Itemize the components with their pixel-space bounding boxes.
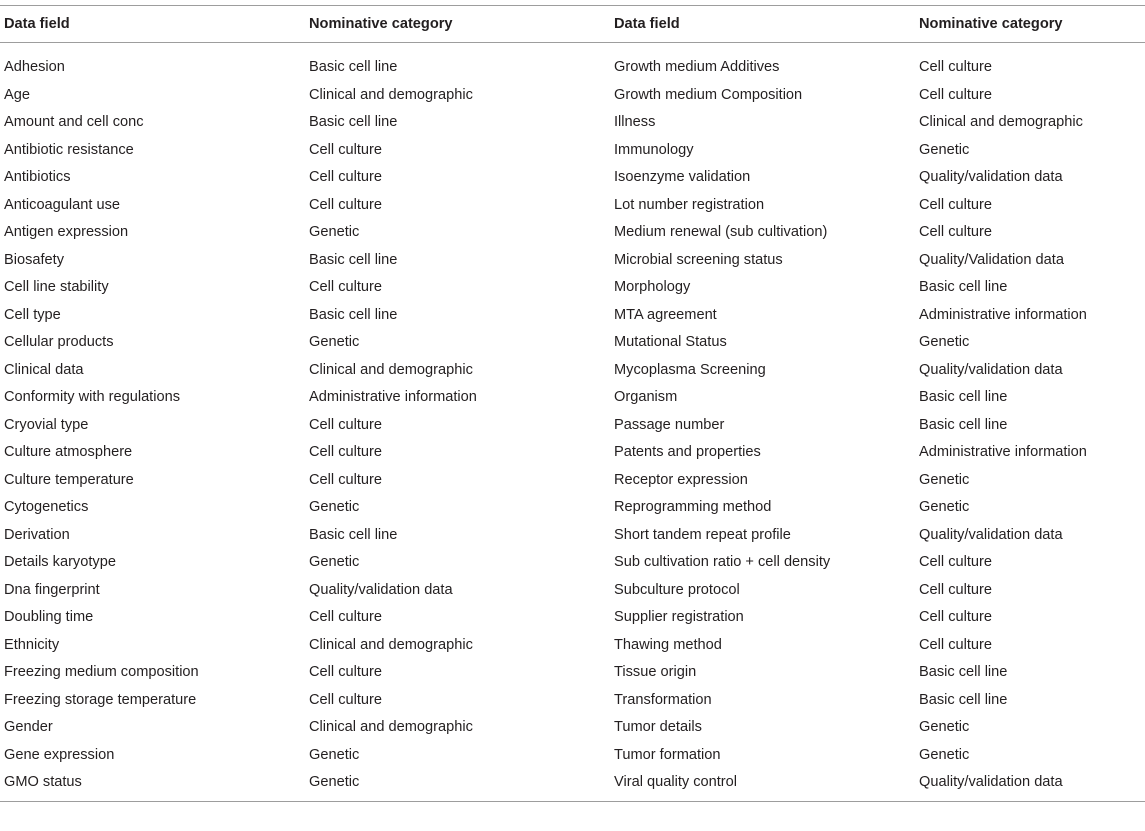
cell-nominative-category: Basic cell line	[309, 59, 398, 75]
cell-data-field: Mutational Status	[614, 334, 727, 350]
cell-data-field: Supplier registration	[614, 609, 744, 625]
cell-data-field: Tumor details	[614, 719, 702, 735]
table-row	[0, 577, 1145, 605]
cell-nominative-category: Cell culture	[919, 224, 992, 240]
cell-data-field: Morphology	[614, 279, 691, 295]
table-row	[0, 439, 1145, 467]
cell-data-field: Dna fingerprint	[4, 581, 100, 598]
cell-nominative-category: Quality/validation data	[919, 361, 1063, 378]
cell-nominative-category: Quality/Validation data	[919, 251, 1064, 268]
cell-nominative-category: Genetic	[919, 499, 970, 515]
cell-data-field: Culture atmosphere	[4, 444, 133, 460]
cell-nominative-category: Quality/validation data	[309, 581, 453, 598]
cell-nominative-category: Genetic	[309, 554, 360, 570]
cell-nominative-category: Genetic	[919, 141, 970, 158]
cell-data-field: Transformation	[614, 691, 712, 708]
table-row	[0, 302, 1145, 330]
table-row	[0, 769, 1145, 801]
cell-nominative-category: Basic cell line	[919, 389, 1008, 405]
cell-nominative-category: Genetic	[919, 471, 970, 488]
cell-data-field: Cell type	[4, 306, 61, 323]
header-data-field-1: Data field	[4, 16, 70, 32]
table-row	[0, 109, 1145, 137]
cell-data-field: Microbial screening status	[614, 251, 783, 268]
header-data-field-2: Data field	[614, 16, 680, 32]
cell-data-field: MTA agreement	[614, 306, 717, 323]
cell-data-field: Gender	[4, 719, 53, 735]
cell-nominative-category: Basic cell line	[919, 416, 1008, 433]
cell-data-field: Organism	[614, 389, 678, 405]
cell-data-field: Illness	[614, 114, 656, 130]
table-row	[0, 329, 1145, 357]
cell-data-field: Isoenzyme validation	[614, 169, 751, 185]
cell-data-field: Clinical data	[4, 361, 84, 378]
cell-nominative-category: Basic cell line	[919, 664, 1008, 680]
cell-data-field: Antibiotics	[4, 169, 71, 185]
cell-nominative-category: Cell culture	[309, 691, 382, 708]
cell-data-field: Cell line stability	[4, 279, 109, 295]
cell-data-field: Subculture protocol	[614, 581, 740, 598]
table-row	[0, 137, 1145, 165]
table-row	[0, 494, 1145, 522]
cell-data-field: Cytogenetics	[4, 499, 89, 515]
cell-nominative-category: Cell culture	[919, 196, 992, 213]
table-row	[0, 604, 1145, 632]
cell-data-field: Short tandem repeat profile	[614, 526, 791, 543]
table-row	[0, 43, 1145, 82]
cell-data-field: Gene expression	[4, 746, 115, 763]
table-row	[0, 82, 1145, 110]
cell-nominative-category: Basic cell line	[309, 114, 398, 130]
table-row	[0, 467, 1145, 495]
cell-nominative-category: Basic cell line	[309, 251, 398, 268]
cell-data-field: Ethnicity	[4, 636, 60, 653]
table-row	[0, 412, 1145, 440]
cell-nominative-category: Administrative information	[309, 389, 477, 405]
cell-nominative-category: Cell culture	[919, 59, 992, 75]
table-header-row	[0, 6, 1145, 43]
cell-data-field: Viral quality control	[614, 774, 738, 790]
table-row	[0, 247, 1145, 275]
cell-data-field: Growth medium Composition	[614, 86, 803, 103]
cell-nominative-category: Genetic	[309, 224, 360, 240]
cell-data-field: Immunology	[614, 141, 694, 158]
data-field-table	[0, 5, 1145, 802]
cell-data-field: Conformity with regulations	[4, 389, 181, 405]
cell-nominative-category: Administrative information	[919, 306, 1087, 323]
cell-data-field: Antibiotic resistance	[4, 141, 134, 158]
table-row	[0, 357, 1145, 385]
table-row	[0, 659, 1145, 687]
cell-nominative-category: Cell culture	[309, 141, 382, 158]
cell-data-field: Culture temperature	[4, 471, 134, 488]
cell-data-field: Freezing storage temperature	[4, 691, 197, 708]
cell-nominative-category: Basic cell line	[919, 279, 1008, 295]
header-nominative-category-2: Nominative category	[919, 16, 1063, 32]
cell-data-field: Passage number	[614, 416, 725, 433]
cell-nominative-category: Clinical and demographic	[309, 361, 473, 378]
cell-nominative-category: Genetic	[309, 774, 360, 790]
cell-nominative-category: Cell culture	[309, 169, 382, 185]
table-row	[0, 632, 1145, 660]
cell-nominative-category: Cell culture	[309, 609, 382, 625]
cell-nominative-category: Cell culture	[919, 636, 992, 653]
cell-nominative-category: Cell culture	[309, 471, 382, 488]
cell-nominative-category: Administrative information	[919, 444, 1087, 460]
cell-nominative-category: Basic cell line	[309, 526, 398, 543]
cell-data-field: Receptor expression	[614, 471, 748, 488]
header-nominative-category-1: Nominative category	[309, 16, 453, 32]
cell-data-field: Sub cultivation ratio + cell density	[614, 554, 831, 570]
cell-nominative-category: Clinical and demographic	[309, 86, 473, 103]
cell-data-field: Antigen expression	[4, 224, 129, 240]
table-row	[0, 164, 1145, 192]
cell-data-field: Freezing medium composition	[4, 664, 199, 680]
cell-data-field: Tissue origin	[614, 664, 697, 680]
cell-data-field: Tumor formation	[614, 746, 721, 763]
cell-nominative-category: Genetic	[919, 746, 970, 763]
table-row	[0, 219, 1145, 247]
cell-data-field: Cryovial type	[4, 416, 89, 433]
table-row	[0, 274, 1145, 302]
cell-data-field: Thawing method	[614, 636, 722, 653]
cell-nominative-category: Basic cell line	[309, 306, 398, 323]
cell-data-field: Cellular products	[4, 334, 114, 350]
cell-nominative-category: Clinical and demographic	[919, 114, 1083, 130]
cell-nominative-category: Cell culture	[309, 664, 382, 680]
cell-data-field: Doubling time	[4, 609, 94, 625]
cell-nominative-category: Genetic	[309, 499, 360, 515]
cell-data-field: Age	[4, 86, 30, 103]
cell-data-field: Lot number registration	[614, 196, 765, 213]
cell-data-field: GMO status	[4, 774, 82, 790]
cell-data-field: Growth medium Additives	[614, 59, 780, 75]
cell-nominative-category: Clinical and demographic	[309, 719, 473, 735]
cell-data-field: Adhesion	[4, 59, 65, 75]
cell-nominative-category: Quality/validation data	[919, 169, 1063, 185]
cell-nominative-category: Cell culture	[919, 86, 992, 103]
cell-nominative-category: Cell culture	[919, 581, 992, 598]
table-row	[0, 384, 1145, 412]
cell-nominative-category: Genetic	[309, 746, 360, 763]
cell-data-field: Patents and properties	[614, 444, 761, 460]
cell-nominative-category: Cell culture	[309, 196, 382, 213]
cell-data-field: Medium renewal (sub cultivation)	[614, 224, 828, 240]
table-row	[0, 687, 1145, 715]
cell-data-field: Amount and cell conc	[4, 114, 144, 130]
table-row	[0, 714, 1145, 742]
table-row	[0, 522, 1145, 550]
cell-nominative-category: Genetic	[309, 334, 360, 350]
cell-nominative-category: Genetic	[919, 334, 970, 350]
cell-nominative-category: Cell culture	[919, 554, 992, 570]
table-row	[0, 742, 1145, 770]
cell-nominative-category: Cell culture	[309, 279, 382, 295]
table-row	[0, 192, 1145, 220]
cell-nominative-category: Cell culture	[309, 444, 382, 460]
cell-data-field: Biosafety	[4, 251, 65, 268]
cell-data-field: Derivation	[4, 526, 70, 543]
cell-nominative-category: Cell culture	[309, 416, 382, 433]
cell-nominative-category: Basic cell line	[919, 691, 1008, 708]
cell-data-field: Reprogramming method	[614, 499, 772, 515]
cell-data-field: Details karyotype	[4, 554, 116, 570]
cell-nominative-category: Quality/validation data	[919, 526, 1063, 543]
cell-nominative-category: Quality/validation data	[919, 774, 1063, 790]
table-row	[0, 549, 1145, 577]
cell-data-field: Mycoplasma Screening	[614, 361, 766, 378]
cell-nominative-category: Clinical and demographic	[309, 636, 473, 653]
cell-nominative-category: Cell culture	[919, 609, 992, 625]
cell-nominative-category: Genetic	[919, 719, 970, 735]
cell-data-field: Anticoagulant use	[4, 196, 121, 213]
